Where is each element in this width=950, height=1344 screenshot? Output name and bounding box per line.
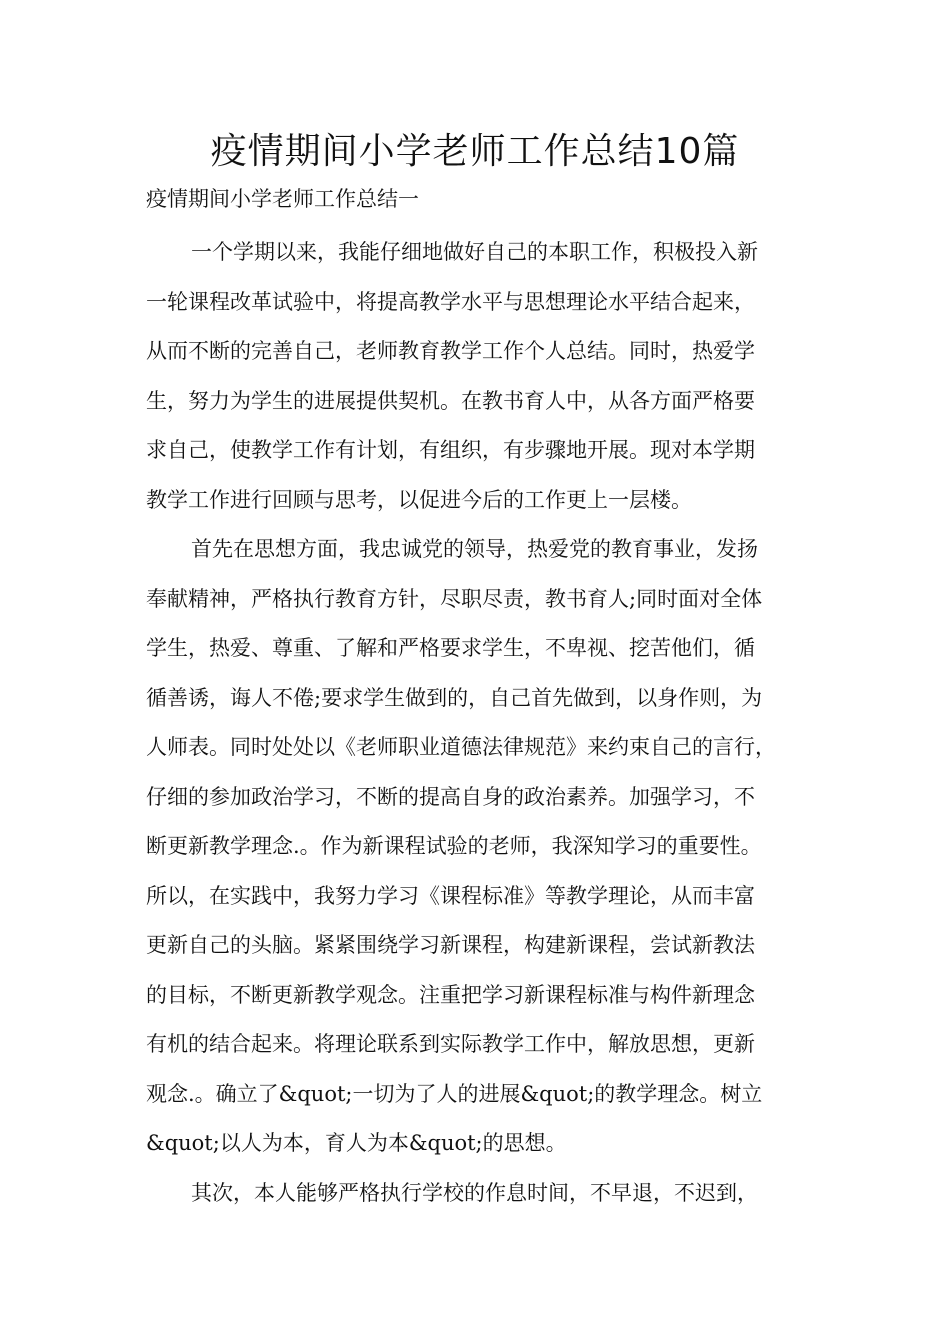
- text-line: 的目标，不断更新教学观念。注重把学习新课程标准与构件新理念: [146, 982, 755, 1007]
- text-line: 生，努力为学生的进展提供契机。在教书育人中，从各方面严格要: [146, 388, 755, 413]
- text-line: 学生，热爱、尊重、了解和严格要求学生，不卑视、挖苦他们，循: [146, 636, 755, 660]
- text-line: 观念.。确立了&quot;一切为了人的进展&quot;的教学理念。树立: [146, 1081, 763, 1106]
- text-line: 所以，在实践中，我努力学习《课程标准》等教学理论，从而丰富: [146, 883, 755, 908]
- text-line: 有机的结合起来。将理论联系到实际教学工作中，解放思想，更新: [146, 1032, 755, 1056]
- text-line: 仔细的参加政治学习，不断的提高自身的政治素养。加强学习，不: [146, 784, 755, 809]
- text-line: 求自己，使教学工作有计划，有组织，有步骤地开展。现对本学期: [146, 438, 755, 462]
- document-title: 疫情期间小学老师工作总结10篇: [210, 131, 740, 172]
- text-line: 奉献精神，严格执行教育方针，尽职尽责，教书育人;同时面对全体: [146, 586, 763, 611]
- text-line: 教学工作进行回顾与思考，以促进今后的工作更上一层楼。: [146, 487, 692, 512]
- text-line: 一个学期以来，我能仔细地做好自己的本职工作，积极投入新: [191, 240, 758, 264]
- section-subtitle: 疫情期间小学老师工作总结一: [146, 187, 419, 211]
- paragraph-1: [146, 228, 826, 525]
- paragraph-2: [146, 525, 826, 1169]
- text-line: 其次，本人能够严格执行学校的作息时间，不早退，不迟到，: [191, 1180, 758, 1205]
- text-line: 从而不断的完善自己，老师教育教学工作个人总结。同时，热爱学: [146, 339, 755, 363]
- text-line: 一轮课程改革试验中，将提高教学水平与思想理论水平结合起来，: [146, 289, 755, 314]
- paragraph-3: [146, 1169, 826, 1219]
- document-body: [146, 228, 826, 1218]
- text-line: 循善诱，诲人不倦;要求学生做到的，自己首先做到，以身作则，为: [146, 685, 763, 710]
- text-line: 首先在思想方面，我忠诚党的领导，热爱党的教育事业，发扬: [191, 537, 758, 561]
- text-line: 人师表。同时处处以《老师职业道德法律规范》来约束自己的言行，: [146, 735, 776, 759]
- text-line: &quot;以人为本，育人为本&quot;的思想。: [146, 1131, 567, 1155]
- text-line: 断更新教学理念.。作为新课程试验的老师，我深知学习的重要性。: [146, 834, 762, 858]
- text-line: 更新自己的头脑。紧紧围绕学习新课程，构建新课程，尝试新教法: [146, 933, 755, 957]
